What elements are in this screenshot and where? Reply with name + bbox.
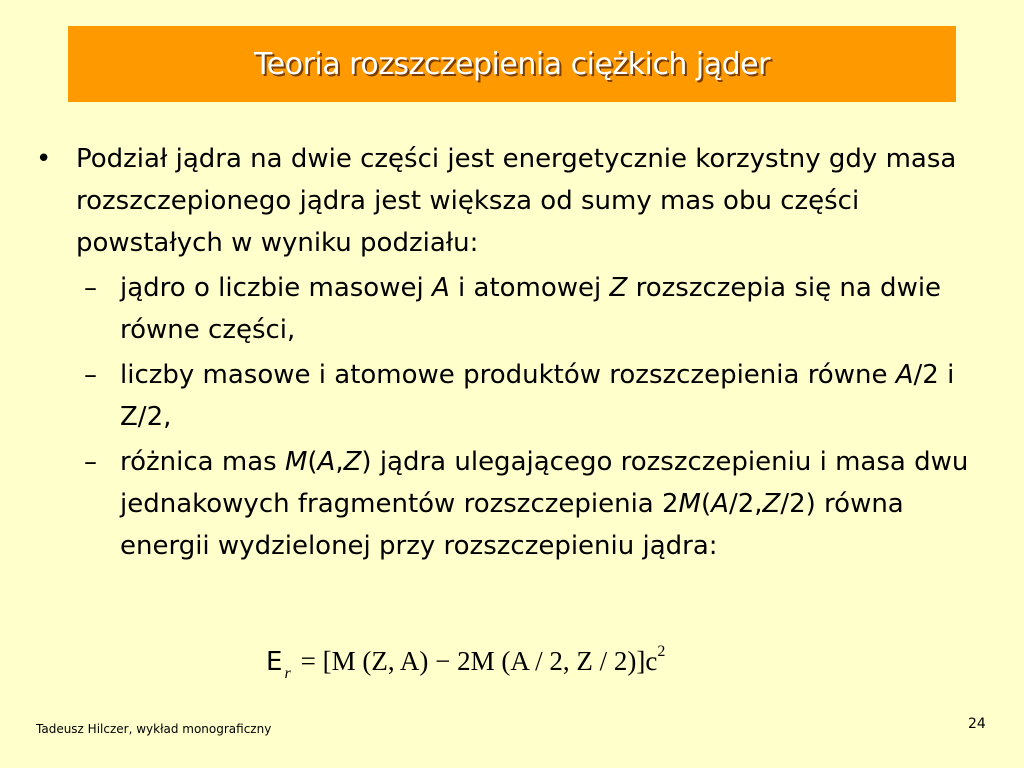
sub-bullet-1 (36, 267, 986, 351)
formula-rhs-superscript: 2 (657, 643, 666, 660)
text-segment: różnica mas (120, 447, 285, 477)
dash-icon: – (84, 447, 97, 477)
text-segment: jądro o liczbie masowej (120, 273, 432, 303)
symbol-mass: M (284, 447, 308, 477)
dash-icon: – (84, 273, 97, 303)
formula-lhs-subscript: r (284, 665, 291, 682)
main-bullet-text: Podział jądra na dwie części jest energetycznie korzystny gdy masa rozszczepionego jądra jest większa od sumy mas obu części powstałych w wyniku podziału: (76, 144, 957, 258)
text-segment: liczby masowe i atomowe produktów rozszczepienia równe (120, 360, 896, 390)
symbol-atomic-number: Z (343, 447, 362, 477)
symbol-mass-number: A (711, 489, 729, 519)
symbol-mass-number: A (431, 273, 450, 303)
bullet-icon: • (36, 144, 52, 174)
symbol-atomic-number: Z (762, 489, 781, 519)
text-segment: ) jądra ulegającego rozszczepieniu i masa dwu jednakowych fragmentów rozszczepienia 2 (120, 447, 969, 519)
sub-bullet-3 (36, 441, 986, 567)
dash-icon: – (84, 360, 97, 390)
sub-bullet-2 (36, 354, 986, 438)
text-segment: /2) równa energii wydzielonej przy rozszczepieniu jądra: (120, 489, 904, 561)
text-segment: i atomowej (449, 273, 610, 303)
energy-formula (266, 634, 665, 692)
text-segment: ( (700, 489, 712, 519)
main-bullet (36, 138, 986, 264)
text-segment: , (335, 447, 344, 477)
slide-body (36, 138, 986, 567)
text-segment: rozszczepia się na dwie równe części, (120, 273, 942, 345)
text-segment: /2, (728, 489, 763, 519)
formula-rhs: = [M (Z, A) − 2M (A / 2, Z / 2)]c (300, 646, 658, 676)
symbol-atomic-number: Z (609, 273, 628, 303)
title-bar (68, 26, 956, 102)
page-number: 24 (968, 716, 986, 732)
text-segment: ( (307, 447, 318, 477)
symbol-mass-number: A (895, 360, 914, 390)
footer-author: Tadeusz Hilczer, wykład monograficzny (36, 722, 272, 736)
symbol-mass-number: A (317, 447, 336, 477)
formula-lhs: E (266, 647, 283, 677)
symbol-mass: M (678, 489, 701, 519)
slide-title: Teoria rozszczepienia ciężkich jąder (254, 46, 770, 82)
text-segment: /2 i Z/2, (120, 360, 955, 432)
